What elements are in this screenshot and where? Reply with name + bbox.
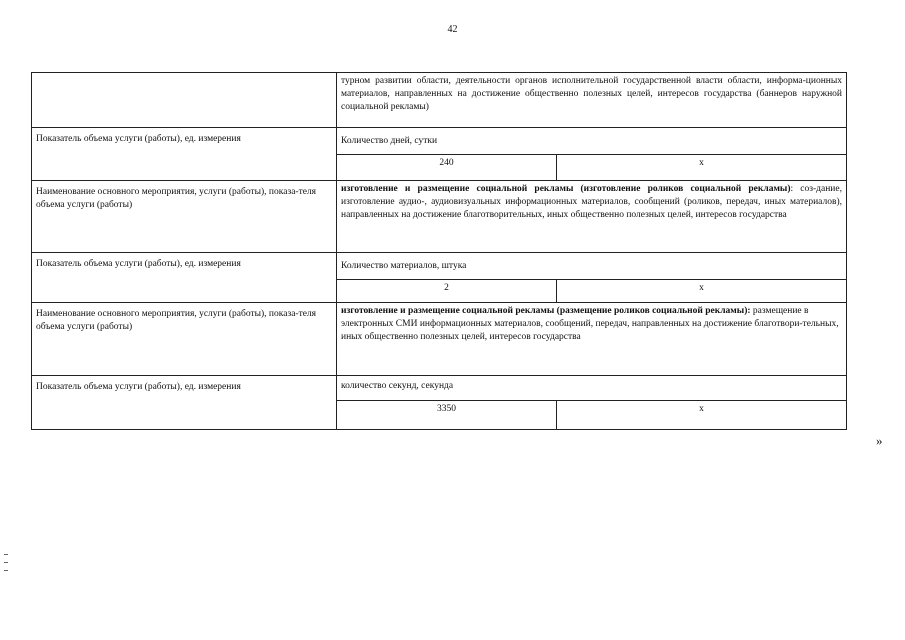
- closing-quote: »: [876, 433, 883, 448]
- scan-edge-marks: [4, 554, 8, 578]
- activity-title: изготовление и размещение социальной рекламы (изготовление роликов социальной рекламы): [341, 184, 791, 194]
- x-cell: х: [557, 280, 847, 303]
- table-row: [32, 253, 847, 280]
- activity-text: размещение в электронных СМИ информационных материалов, сообщений, передач, направленных на достижение благотвори-тельных, иных общественно полезных целей, интересов государства: [341, 306, 839, 342]
- service-volume-table: [31, 72, 847, 430]
- indicator-label-cell: Показатель объема услуги (работы), ед. измерения: [32, 128, 337, 181]
- empty-label-cell: [32, 73, 337, 128]
- table-row: [32, 303, 847, 376]
- indicator-label-cell: Показатель объема услуги (работы), ед. измерения: [32, 376, 337, 430]
- activity-text: : соз-дание, изготовление аудио-, аудиовизуальных информационных материалов, сообщений (роликов, передач, иных материалов), направленных на достижение благотворительных, иных общественно полезных целей, интересов государства: [341, 184, 842, 220]
- page-number: 42: [447, 24, 458, 35]
- activity-description-cell: [337, 303, 847, 376]
- value-cell: 2: [337, 280, 557, 303]
- table-row: [32, 376, 847, 401]
- table-row: [32, 128, 847, 155]
- edge-mark: [4, 570, 8, 571]
- continued-description-cell: турном развитии области, деятельности органов исполнительной государственной власти области, информа-ционных материалов, направленных на достижение общественно полезных целей, интересов государства (баннеров наружной социальной рекламы): [337, 73, 847, 128]
- activity-label-cell: Наименование основного мероприятия, услуги (работы), показа-теля объема услуги (работы): [32, 303, 337, 376]
- value-cell: 3350: [337, 401, 557, 430]
- x-cell: х: [557, 155, 847, 181]
- activity-label-cell: Наименование основного мероприятия, услуги (работы), показа-теля объема услуги (работы): [32, 181, 337, 253]
- table-row: [32, 181, 847, 253]
- table-row: [32, 73, 847, 128]
- activity-title: изготовление и размещение социальной рекламы (размещение роликов социальной рекламы):: [341, 306, 751, 316]
- value-cell: 240: [337, 155, 557, 181]
- edge-mark: [4, 562, 8, 563]
- edge-mark: [4, 554, 8, 555]
- activity-description-cell: [337, 181, 847, 253]
- unit-cell: Количество дней, сутки: [337, 128, 847, 155]
- x-cell: х: [557, 401, 847, 430]
- unit-cell: Количество материалов, штука: [337, 253, 847, 280]
- unit-cell: количество секунд, секунда: [337, 376, 847, 401]
- indicator-label-cell: Показатель объема услуги (работы), ед. измерения: [32, 253, 337, 303]
